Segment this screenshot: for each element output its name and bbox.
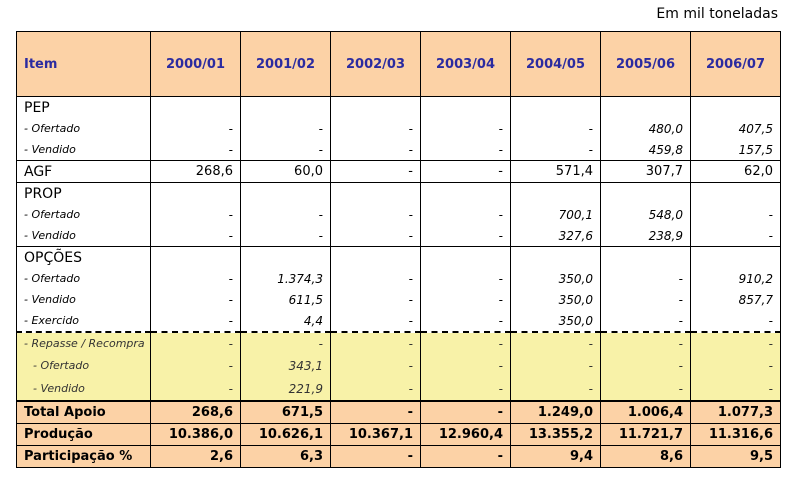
table-cell: 9,4 <box>511 446 601 468</box>
header-year: 2003/04 <box>421 32 511 97</box>
table-row <box>17 161 781 183</box>
table-cell: - <box>421 161 511 183</box>
table-cell: - <box>241 204 331 225</box>
table-row <box>17 183 781 205</box>
table-cell: - <box>421 310 511 332</box>
unit-label: Em mil toneladas <box>656 6 778 22</box>
table-cell: 350,0 <box>511 268 601 289</box>
table-cell: - <box>511 377 601 401</box>
table-cell: - <box>241 139 331 161</box>
table-cell: 221,9 <box>241 377 331 401</box>
table-row <box>17 332 781 354</box>
row-label: - Vendido <box>17 139 151 161</box>
table-cell: 238,9 <box>601 225 691 247</box>
table-cell: 350,0 <box>511 289 601 310</box>
table-cell <box>511 247 601 269</box>
table-cell: 6,3 <box>241 446 331 468</box>
table-row <box>17 354 781 377</box>
row-label: - Vendido <box>17 377 151 401</box>
table-cell: - <box>421 204 511 225</box>
table-row <box>17 247 781 269</box>
table-cell: - <box>601 377 691 401</box>
table-cell: - <box>241 225 331 247</box>
table-cell: - <box>691 332 781 354</box>
table-cell: 1.249,0 <box>511 401 601 424</box>
table-cell <box>601 183 691 205</box>
table-cell: 548,0 <box>601 204 691 225</box>
table-cell: - <box>421 268 511 289</box>
table-cell: - <box>421 118 511 139</box>
table-row <box>17 118 781 139</box>
table-cell: - <box>511 118 601 139</box>
table-row <box>17 97 781 119</box>
header-year: 2006/07 <box>691 32 781 97</box>
table-cell: - <box>151 139 241 161</box>
table-cell: - <box>421 332 511 354</box>
table-cell: - <box>151 354 241 377</box>
table-cell: - <box>331 161 421 183</box>
table-cell: - <box>421 446 511 468</box>
table-cell: - <box>331 332 421 354</box>
row-label: PROP <box>17 183 151 205</box>
table-cell: - <box>691 204 781 225</box>
row-label: - Ofertado <box>17 268 151 289</box>
table-cell <box>601 247 691 269</box>
table-cell <box>421 247 511 269</box>
table-cell <box>421 97 511 119</box>
table-cell: 62,0 <box>691 161 781 183</box>
table-row <box>17 310 781 332</box>
table-cell: - <box>331 139 421 161</box>
table-cell: - <box>601 268 691 289</box>
table-cell: 268,6 <box>151 161 241 183</box>
table-cell: - <box>151 289 241 310</box>
table-row <box>17 424 781 446</box>
row-label: Participação % <box>17 446 151 468</box>
table-cell: - <box>691 310 781 332</box>
support-table <box>16 31 781 468</box>
table-cell: 480,0 <box>601 118 691 139</box>
row-label: - Ofertado <box>17 118 151 139</box>
table-cell: 10.367,1 <box>331 424 421 446</box>
table-cell: 700,1 <box>511 204 601 225</box>
table-cell <box>691 97 781 119</box>
table-cell: - <box>151 377 241 401</box>
table-cell: - <box>421 377 511 401</box>
header-year: 2004/05 <box>511 32 601 97</box>
table-cell: 268,6 <box>151 401 241 424</box>
table-row <box>17 446 781 468</box>
table-cell: - <box>421 401 511 424</box>
table-cell <box>241 97 331 119</box>
table-cell: - <box>331 310 421 332</box>
table-cell <box>331 183 421 205</box>
table-cell: 60,0 <box>241 161 331 183</box>
table-cell: 459,8 <box>601 139 691 161</box>
table-cell <box>151 183 241 205</box>
header-row <box>17 32 781 97</box>
table-cell: - <box>421 354 511 377</box>
table-cell: - <box>151 310 241 332</box>
table-row <box>17 139 781 161</box>
table-cell <box>511 97 601 119</box>
table-cell: 910,2 <box>691 268 781 289</box>
table-cell: - <box>331 225 421 247</box>
table-cell: - <box>691 354 781 377</box>
header-year: 2001/02 <box>241 32 331 97</box>
table-cell <box>511 183 601 205</box>
table-row <box>17 204 781 225</box>
table-cell: 611,5 <box>241 289 331 310</box>
table-cell: - <box>691 377 781 401</box>
table-cell: 12.960,4 <box>421 424 511 446</box>
table-cell: - <box>421 225 511 247</box>
table-row <box>17 377 781 401</box>
table-cell <box>241 183 331 205</box>
table-cell: 1.374,3 <box>241 268 331 289</box>
table-cell: - <box>151 225 241 247</box>
table-cell: - <box>331 401 421 424</box>
table-cell: 10.386,0 <box>151 424 241 446</box>
table-cell: 671,5 <box>241 401 331 424</box>
table-cell: - <box>331 377 421 401</box>
table-cell <box>331 97 421 119</box>
table-cell: 2,6 <box>151 446 241 468</box>
table-cell: - <box>331 289 421 310</box>
table-cell <box>331 247 421 269</box>
table-cell <box>241 247 331 269</box>
table-cell: - <box>421 289 511 310</box>
table-cell: - <box>511 332 601 354</box>
table-row <box>17 225 781 247</box>
table-cell: 350,0 <box>511 310 601 332</box>
table-cell: - <box>331 354 421 377</box>
table-cell: 8,6 <box>601 446 691 468</box>
row-label: - Vendido <box>17 225 151 247</box>
table-cell: 10.626,1 <box>241 424 331 446</box>
table-cell: 307,7 <box>601 161 691 183</box>
table-cell: - <box>511 139 601 161</box>
row-label: PEP <box>17 97 151 119</box>
table-cell: 4,4 <box>241 310 331 332</box>
table-cell: - <box>241 118 331 139</box>
table-cell <box>151 247 241 269</box>
table-cell: - <box>151 118 241 139</box>
row-label: - Ofertado <box>17 204 151 225</box>
table-row <box>17 268 781 289</box>
row-label: - Vendido <box>17 289 151 310</box>
table-cell: 11.721,7 <box>601 424 691 446</box>
table-cell: 13.355,2 <box>511 424 601 446</box>
table-cell: - <box>331 118 421 139</box>
table-cell: - <box>601 310 691 332</box>
row-label: OPÇÕES <box>17 247 151 269</box>
table-cell: 1.077,3 <box>691 401 781 424</box>
table-cell: - <box>331 204 421 225</box>
table-cell: - <box>241 332 331 354</box>
row-label: - Ofertado <box>17 354 151 377</box>
table-row <box>17 401 781 424</box>
header-year: 2002/03 <box>331 32 421 97</box>
header-year: 2000/01 <box>151 32 241 97</box>
header-item: Item <box>17 32 151 97</box>
table-cell <box>691 183 781 205</box>
table-cell: 343,1 <box>241 354 331 377</box>
table-cell <box>601 97 691 119</box>
table-cell: - <box>601 354 691 377</box>
table-cell: - <box>331 268 421 289</box>
row-label: Produção <box>17 424 151 446</box>
table-cell: - <box>601 332 691 354</box>
row-label: - Exercido <box>17 310 151 332</box>
table-cell: - <box>421 139 511 161</box>
table-cell: - <box>601 289 691 310</box>
table-cell: - <box>151 204 241 225</box>
table-cell: 157,5 <box>691 139 781 161</box>
table-cell: - <box>331 446 421 468</box>
table-cell <box>421 183 511 205</box>
table-cell: 11.316,6 <box>691 424 781 446</box>
row-label: AGF <box>17 161 151 183</box>
row-label: Total Apoio <box>17 401 151 424</box>
table-cell: 9,5 <box>691 446 781 468</box>
table-cell: - <box>691 225 781 247</box>
table-cell: 327,6 <box>511 225 601 247</box>
table-cell <box>691 247 781 269</box>
row-label: - Repasse / Recompra <box>17 332 151 354</box>
table-row <box>17 289 781 310</box>
header-year: 2005/06 <box>601 32 691 97</box>
table-cell: - <box>511 354 601 377</box>
table-cell: - <box>151 332 241 354</box>
table-cell: 571,4 <box>511 161 601 183</box>
table-cell: - <box>151 268 241 289</box>
table-cell: 1.006,4 <box>601 401 691 424</box>
table-cell <box>151 97 241 119</box>
table-cell: 857,7 <box>691 289 781 310</box>
table-cell: 407,5 <box>691 118 781 139</box>
